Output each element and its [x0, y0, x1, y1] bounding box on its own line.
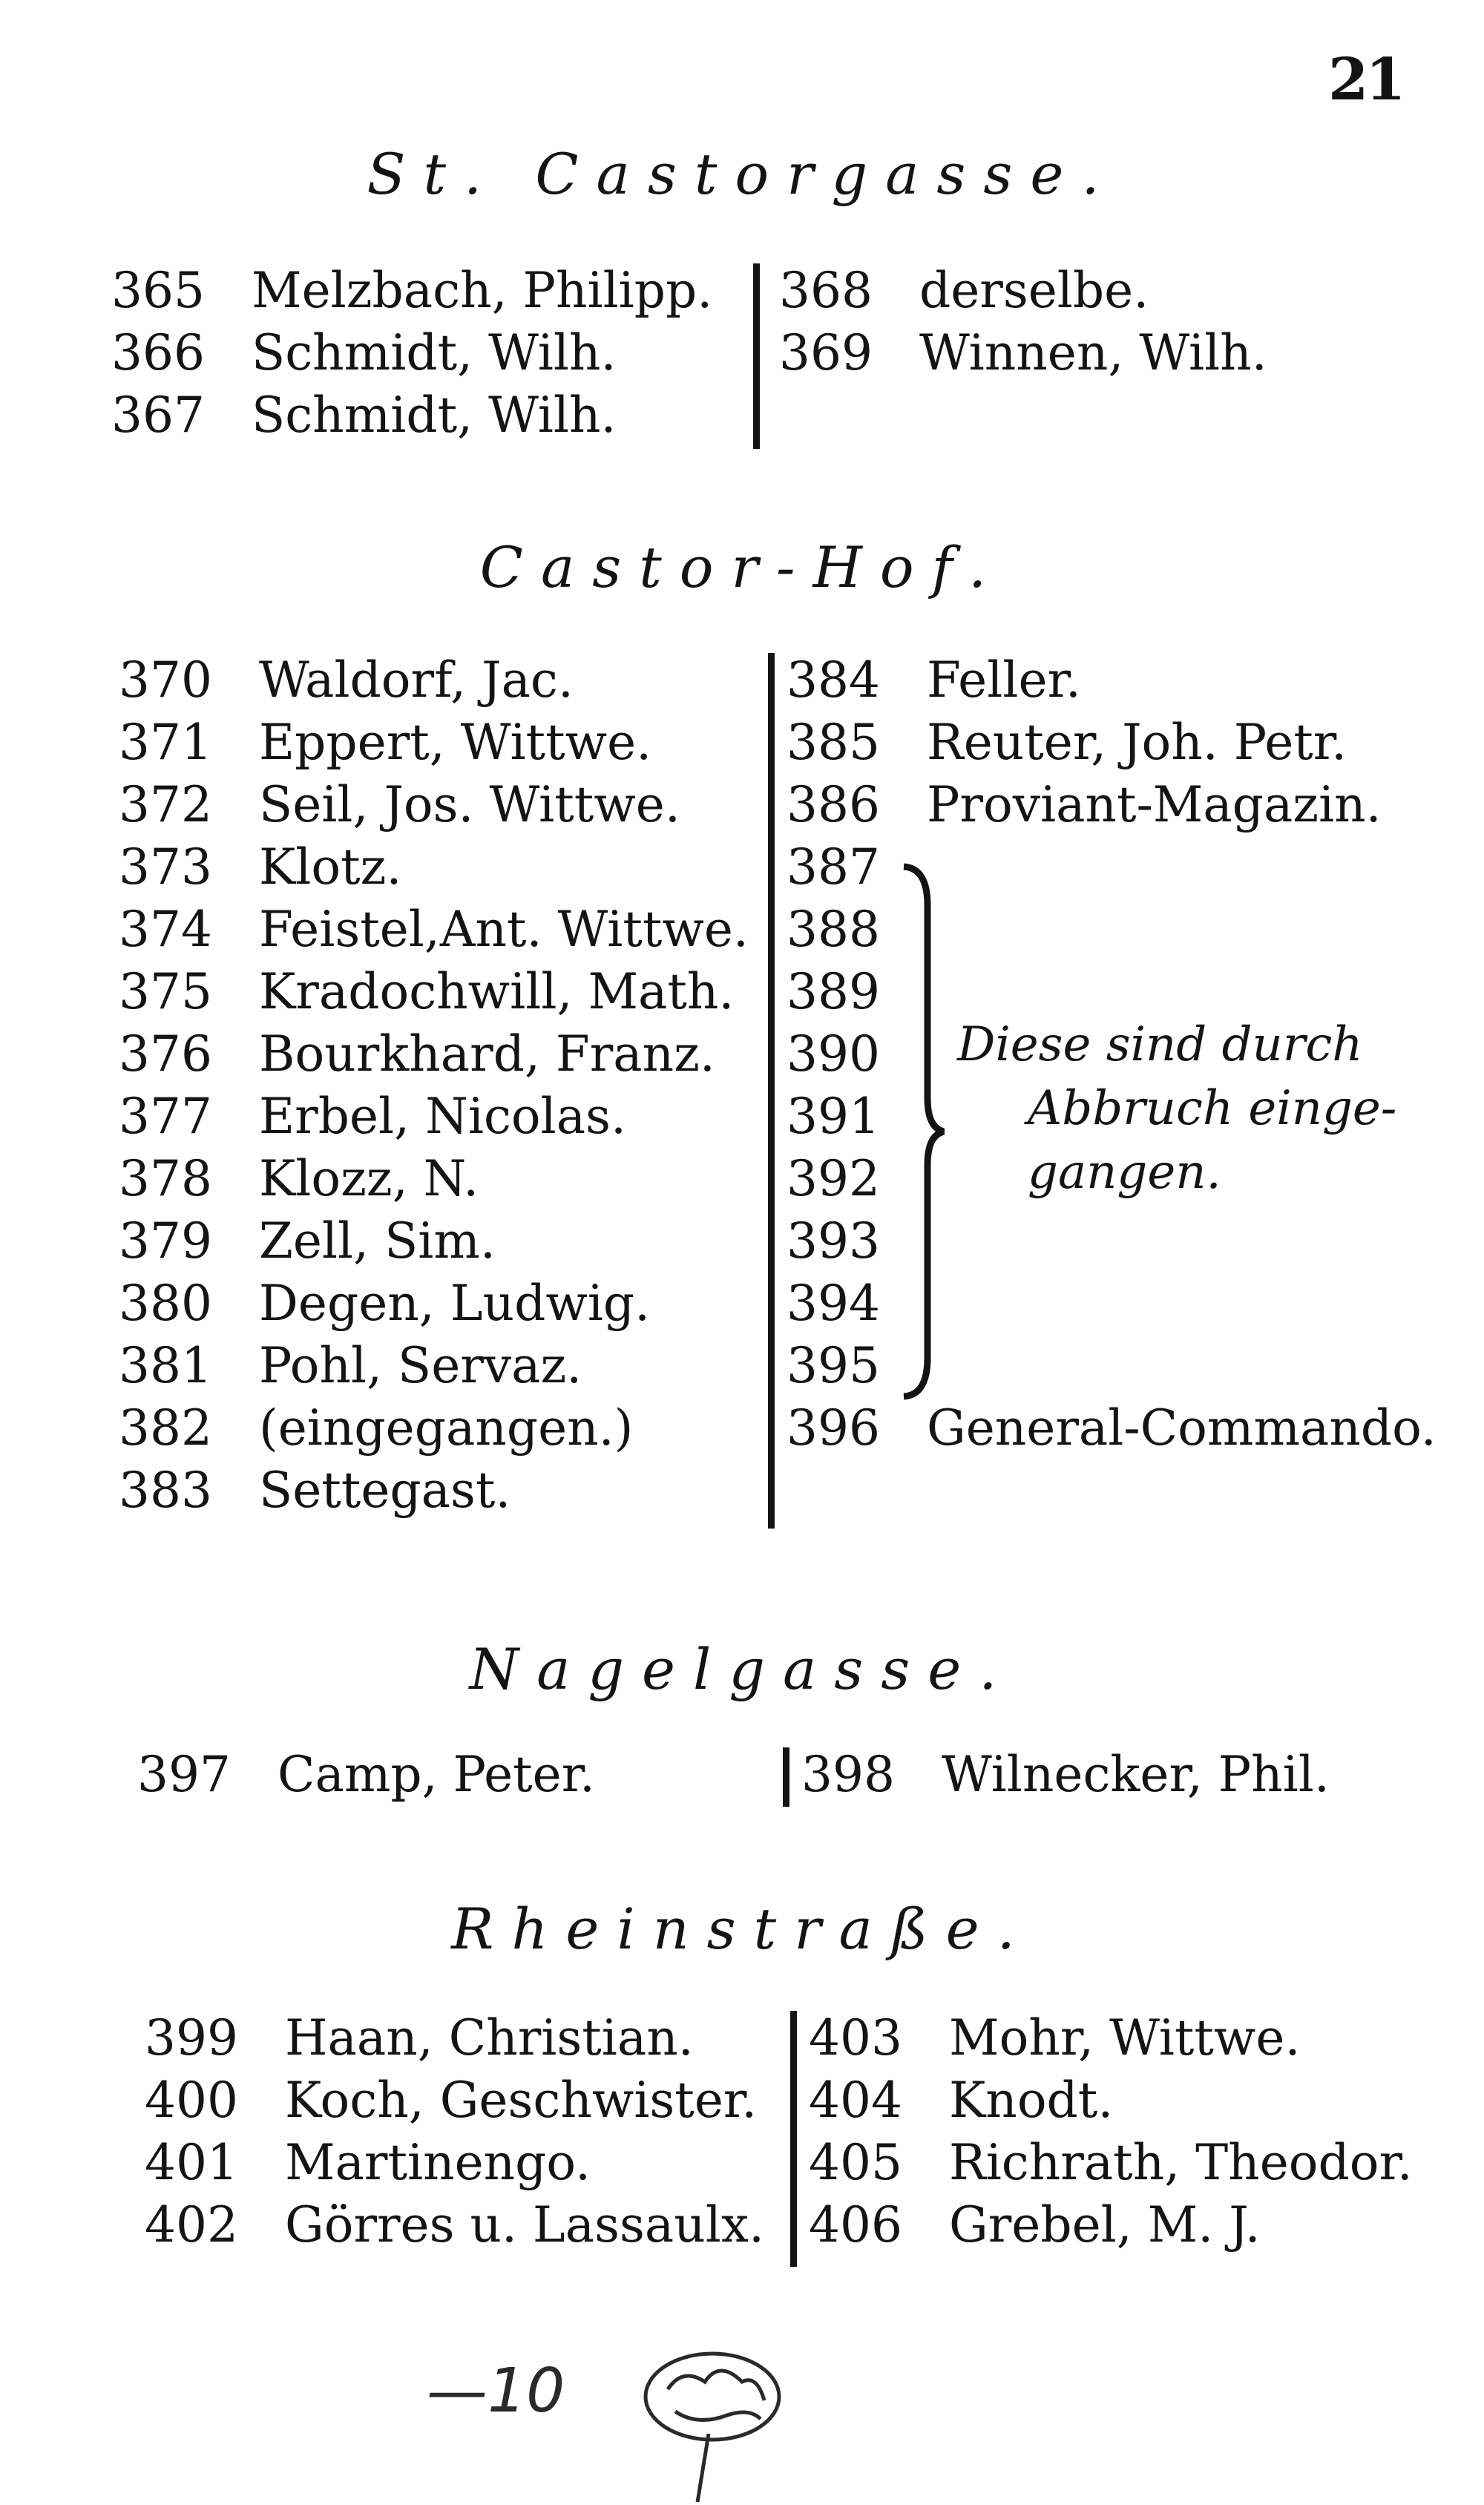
house-number: 373 — [119, 838, 212, 896]
pencil-annotation: —10 — [427, 2356, 565, 2426]
address-entry — [787, 649, 1437, 712]
library-stamp — [416, 2330, 801, 2505]
brace-note — [957, 1013, 1396, 1204]
section-heading-nagelgasse: Nagelgasse. — [469, 1636, 1015, 1702]
address-entry — [145, 2132, 764, 2194]
address-entry — [801, 1744, 1330, 1806]
resident-name: Görres u. Lassaulx. — [285, 2196, 765, 2253]
house-number: 385 — [787, 714, 880, 771]
address-entry — [119, 836, 749, 899]
address-entry — [137, 1744, 595, 1806]
house-number: 382 — [119, 1399, 212, 1457]
left-column-castor-hof — [119, 649, 749, 1522]
resident-name: Eppert, Wittwe. — [259, 714, 652, 771]
resident-name: Feller. — [927, 651, 1081, 709]
house-number: 388 — [787, 901, 880, 958]
house-number: 366 — [111, 324, 205, 381]
section-heading-castorgasse: St. Castorgasse. — [367, 141, 1117, 207]
house-number: 392 — [787, 1150, 880, 1207]
address-entry — [111, 322, 712, 384]
address-entry — [809, 2194, 1413, 2256]
address-entry — [787, 774, 1437, 836]
column-divider — [783, 1747, 789, 1807]
address-entry — [809, 2069, 1413, 2132]
resident-name: Settegast. — [259, 1462, 511, 1519]
house-number: 398 — [801, 1746, 895, 1803]
house-number: 369 — [779, 324, 873, 381]
house-number: 386 — [787, 776, 880, 833]
house-number: 401 — [145, 2134, 238, 2191]
house-number: 387 — [787, 838, 880, 896]
resident-name: Feistel,Ant. Wittwe. — [259, 901, 749, 958]
resident-name: General-Commando. — [927, 1399, 1437, 1457]
house-number: 399 — [145, 2009, 238, 2066]
address-entry — [809, 2132, 1413, 2194]
resident-name: Wilnecker, Phil. — [942, 1746, 1330, 1803]
house-number: 375 — [119, 963, 212, 1020]
left-column-castorgasse — [111, 260, 712, 447]
column-divider — [768, 653, 775, 1529]
house-number: 389 — [787, 963, 880, 1020]
resident-name: Klotz. — [259, 838, 402, 896]
resident-name: Melzbach, Philipp. — [252, 262, 713, 319]
address-entry — [111, 260, 712, 322]
resident-name: Schmidt, Wilh. — [252, 324, 617, 381]
section-heading-castor-hof: Castor-Hof. — [479, 534, 1005, 600]
resident-name: derselbe. — [919, 262, 1149, 319]
house-number: 400 — [145, 2072, 238, 2129]
address-entry — [119, 1273, 749, 1335]
resident-name: Kradochwill, Math. — [259, 963, 735, 1020]
address-entry — [787, 836, 1437, 899]
brace-note-line: Diese sind durch — [957, 1017, 1363, 1072]
resident-name: Degen, Ludwig. — [259, 1275, 651, 1332]
house-number: 393 — [787, 1212, 880, 1270]
resident-name: Zell, Sim. — [259, 1212, 496, 1270]
house-number: 374 — [119, 901, 212, 958]
address-entry — [119, 1397, 749, 1460]
resident-name: Winnen, Wilh. — [919, 324, 1267, 381]
house-number: 371 — [119, 714, 212, 771]
house-number: 376 — [119, 1025, 212, 1083]
address-entry — [779, 322, 1267, 384]
address-entry — [119, 649, 749, 712]
brace-note-line: gangen. — [1028, 1145, 1221, 1200]
address-entry — [119, 1023, 749, 1086]
right-column-nagelgasse — [801, 1744, 1330, 1806]
resident-name: Grebel, M. J. — [949, 2196, 1261, 2253]
curly-brace — [898, 861, 950, 1402]
brace-note-line: Abbruch einge- — [1028, 1081, 1397, 1136]
house-number: 390 — [787, 1025, 880, 1083]
column-divider — [790, 2011, 797, 2267]
address-entry — [145, 2194, 764, 2256]
house-number: 381 — [119, 1337, 212, 1394]
resident-name: Seil, Jos. Wittwe. — [259, 776, 680, 833]
resident-name: (eingegangen.) — [259, 1399, 634, 1457]
resident-name: Schmidt, Wilh. — [252, 387, 617, 444]
address-entry — [787, 1210, 1437, 1273]
house-number: 367 — [111, 387, 205, 444]
house-number: 405 — [809, 2134, 902, 2191]
address-entry — [809, 2007, 1413, 2069]
address-entry — [119, 1086, 749, 1148]
house-number: 372 — [119, 776, 212, 833]
address-entry — [119, 961, 749, 1023]
address-entry — [145, 2007, 764, 2069]
house-number: 404 — [809, 2072, 902, 2129]
house-number: 384 — [787, 651, 880, 709]
page-number: 21 — [1328, 46, 1403, 114]
resident-name: Reuter, Joh. Petr. — [927, 714, 1347, 771]
house-number: 378 — [119, 1150, 212, 1207]
right-column-castorgasse — [779, 260, 1267, 384]
resident-name: Martinengo. — [285, 2134, 591, 2191]
address-entry — [119, 1460, 749, 1522]
resident-name: Waldorf, Jac. — [259, 651, 574, 709]
house-number: 402 — [145, 2196, 238, 2253]
house-number: 365 — [111, 262, 205, 319]
house-number: 396 — [787, 1399, 880, 1457]
address-entry — [111, 384, 712, 447]
address-entry — [119, 712, 749, 774]
address-entry — [787, 899, 1437, 961]
address-entry — [119, 1210, 749, 1273]
address-entry — [119, 1148, 749, 1210]
address-entry — [787, 1335, 1437, 1397]
house-number: 383 — [119, 1462, 212, 1519]
house-number: 368 — [779, 262, 873, 319]
address-entry — [119, 899, 749, 961]
resident-name: Klozz, N. — [259, 1150, 479, 1207]
resident-name: Bourkhard, Franz. — [259, 1025, 715, 1083]
section-heading-rheinstrasse: Rheinstraße. — [451, 1896, 1033, 1962]
resident-name: Erbel, Nicolas. — [259, 1088, 626, 1145]
house-number: 370 — [119, 651, 212, 709]
address-entry — [787, 1397, 1437, 1460]
resident-name: Pohl, Servaz. — [259, 1337, 582, 1394]
house-number: 380 — [119, 1275, 212, 1332]
house-number: 379 — [119, 1212, 212, 1270]
left-column-nagelgasse — [137, 1744, 595, 1806]
column-divider — [753, 263, 760, 449]
house-number: 377 — [119, 1088, 212, 1145]
resident-name: Camp, Peter. — [278, 1746, 596, 1803]
resident-name: Koch, Geschwister. — [285, 2072, 758, 2129]
house-number: 397 — [137, 1746, 231, 1803]
address-entry — [787, 712, 1437, 774]
resident-name: Mohr, Wittwe. — [949, 2009, 1301, 2066]
house-number: 406 — [809, 2196, 902, 2253]
address-entry — [145, 2069, 764, 2132]
house-number: 391 — [787, 1088, 880, 1145]
address-entry — [119, 774, 749, 836]
resident-name: Knodt. — [949, 2072, 1114, 2129]
left-column-rheinstrasse — [145, 2007, 764, 2256]
right-column-rheinstrasse — [809, 2007, 1413, 2256]
address-entry — [119, 1335, 749, 1397]
resident-name: Haan, Christian. — [285, 2009, 694, 2066]
house-number: 403 — [809, 2009, 902, 2066]
house-number: 395 — [787, 1337, 880, 1394]
address-entry — [787, 1273, 1437, 1335]
resident-name: Proviant-Magazin. — [927, 776, 1382, 833]
resident-name: Richrath, Theodor. — [949, 2134, 1413, 2191]
address-entry — [779, 260, 1267, 322]
house-number: 394 — [787, 1275, 880, 1332]
